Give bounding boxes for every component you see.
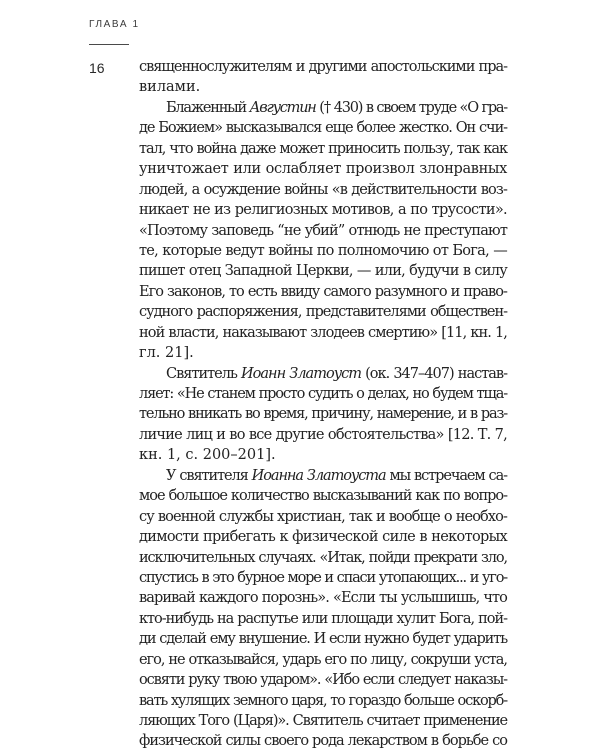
text-line: ляет: «Не станем просто судить о делах, но будем тща- [139,386,507,402]
text-line: де Божием» высказывался еще более жестко. Он счи- [139,120,507,137]
text-line: У святителя Иоанна Златоуста мы встречаем са- [166,467,507,484]
text-line: ди сделай ему внушение. И если нужно будет ударить [139,631,507,648]
text-line: священнослужителям и другими апостольскими пра- [139,59,507,75]
text-line: Святитель Иоанн Златоуст (ок. 347–407) настав- [166,365,508,382]
text-line: судного распоряжения, представителями обществен- [139,304,507,321]
text-line: те, которые ведут войны по полномочию от Бога, — [139,242,507,259]
text-line: Его законов, то есть ввиду самого разумного и право- [139,283,507,300]
text-line: его, не отказывайся, ударь его по лицу, сокруши уста, [139,651,507,668]
name-chrysostom: Иоанн Златоуст [241,365,362,382]
chapter-header: ГЛАВА 1 [89,19,140,30]
text-line: личие лиц и во все другие обстоятельства» [12. Т. 7, [139,426,507,443]
body-text [139,57,507,752]
text-line: су военной службы христиан, так и вообще о необхо- [139,508,507,525]
text-line: людей, а осуждение войны «в действительности воз- [139,181,507,198]
text-line: физической силы своего рода лекарством в борьбе со [139,733,507,750]
text-line: спустись в это бурное море и спаси утопающих... и уго- [139,569,507,586]
text-line: кн. 1, с. 200–201]. [139,447,276,464]
text-line: димости прибегать к физической силе в некоторых [139,529,507,546]
page-number: 16 [89,60,105,76]
text-line: кто-нибудь на распутье или площади хулит Бога, пой- [139,610,507,627]
text-line: освяти руку твою ударом». «Ибо если следует наказы- [139,672,507,689]
text-line: Блаженный Августин († 430) в своем труде «О гра- [166,99,507,116]
text-line: мое большое количество высказываний как по вопро- [139,488,507,505]
text-line: вать хулящих земного царя, то гораздо больше оскорб- [139,692,507,709]
text-line: исключительных случаях. «Итак, пойди прекрати зло, [139,549,507,566]
text-line: уничтожает или ослабляет произвол злонравных [139,161,507,178]
name-chrysostom-genitive: Иоанна Златоуста [251,467,386,484]
text-line: ной власти, наказывают злодеев смертию» [11, кн. 1, [139,324,507,341]
text-line: ляющих Того (Царя)». Святитель считает применение [139,713,507,729]
text-line: вилами. [139,79,201,96]
header-rule [89,44,129,45]
text-line: тал, что война даже может приносить пользу, так как [139,140,507,157]
text-line: «Поэтому заповедь “не убий” отнюдь не преступают [139,222,507,239]
text-line: никает не из религиозных мотивов, а по трусости». [139,202,507,219]
text-line: пишет отец Западной Церкви, — или, будучи в силу [139,263,507,280]
name-augustine: Августин [249,99,316,116]
text-line: гл. 21]. [139,345,194,362]
text-line: тельно вникать во время, причину, намерение, и в раз- [139,406,507,423]
text-line: варивай каждого порознь». «Если ты услышишь, что [139,590,507,607]
